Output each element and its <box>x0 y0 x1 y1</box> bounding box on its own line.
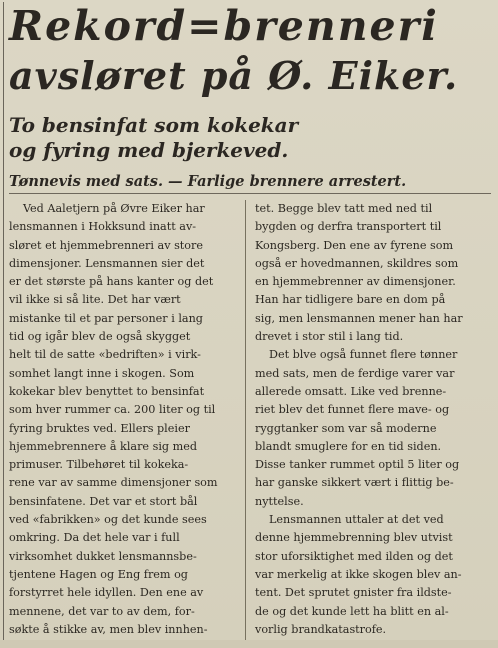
text-line: Han har tidligere bare en dom på <box>255 293 446 307</box>
text-line: med sats, men de ferdige varer var <box>255 366 455 380</box>
text-line: primuser. Tilbehøret til kokeka- <box>9 458 189 472</box>
subheadline-line-1: To bensinfat som kokekar <box>9 113 299 137</box>
text-line: Ved Aaletjern på Øvre Eiker har <box>23 202 205 215</box>
text-line: var merkelig at ikke skogen blev an- <box>255 567 462 581</box>
text-line: denne hjemmebrenning blev utvist <box>255 531 453 545</box>
text-line: en hjemmebrenner av dimensjoner. <box>255 275 456 289</box>
text-line: også er hovedmannen, skildres som <box>255 256 459 270</box>
text-line: mistanke til et par personer i lang <box>9 311 203 325</box>
headline-line-2: avsløret på Ø. Eiker. <box>9 53 459 98</box>
text-line: er det største på hans kanter og det <box>9 275 214 289</box>
text-line: omkring. Da det hele var i full <box>9 531 180 545</box>
text-line: Det blve også funnet flere tønner <box>269 348 458 362</box>
text-line: nyttelse. <box>255 494 304 508</box>
headline-line-1: Rekord=brenneri <box>9 2 439 50</box>
text-line: kokekar blev benyttet to bensinfat <box>9 384 205 398</box>
left-margin-rule <box>3 2 4 642</box>
text-line: som hver rummer ca. 200 liter og til <box>9 403 216 417</box>
text-line: virksomhet dukket lensmannsbe- <box>9 549 197 563</box>
article-column-right <box>255 200 491 639</box>
text-line: vorlig brandkatastrofe. <box>255 622 387 636</box>
column-divider <box>245 200 246 640</box>
text-line: ved «fabrikken» og det kunde sees <box>9 513 207 527</box>
text-line: vil ikke si så lite. Det har vært <box>9 293 181 307</box>
article-column-left <box>9 200 231 639</box>
text-line: Disse tanker rummet optil 5 liter og <box>255 458 460 472</box>
text-line: dimensjoner. Lensmannen sier det <box>9 256 205 270</box>
text-line: hjemmebrennere å klare sig med <box>9 439 198 453</box>
text-line: tid og igår blev de også skygget <box>9 330 191 344</box>
header-divider <box>9 193 491 194</box>
text-line: helt til de satte «bedriften» i virk- <box>9 348 201 362</box>
text-line: sløret et hjemmebrenneri av store <box>9 238 204 252</box>
text-line: lensmannen i Hokksund inatt av- <box>9 220 197 234</box>
text-line: fyring bruktes ved. Ellers pleier <box>9 421 190 435</box>
text-line: somhet langt inne i skogen. Som <box>9 366 195 380</box>
text-line: drevet i stor stil i lang tid. <box>255 330 404 344</box>
text-line: bygden og derfra transportert til <box>255 220 442 234</box>
text-line: mennene, det var to av dem, for- <box>9 604 195 618</box>
text-line: forstyrret hele idyllen. Den ene av <box>9 586 204 600</box>
text-line: riet blev det funnet flere mave- og <box>255 403 450 417</box>
subheadline-line-2: og fyring med bjerkeved. <box>9 138 289 162</box>
text-line: blandt smuglere for en tid siden. <box>255 439 442 453</box>
text-line: de og det kunde lett ha blitt en al- <box>255 604 449 618</box>
text-line: tjentene Hagen og Eng frem og <box>9 567 188 581</box>
text-line: rene var av samme dimensjoner som <box>9 476 218 490</box>
kicker-line: Tønnevis med sats. — Farlige brennere arrestert. <box>9 173 407 190</box>
text-line: ryggtanker som var så moderne <box>255 421 437 435</box>
text-line: stor uforsiktighet med ilden og det <box>255 549 453 563</box>
text-line: Lensmannen uttaler at det ved <box>269 513 444 527</box>
text-line: sig, men lensmannen mener han har <box>255 311 463 325</box>
text-line: tet. Begge blev tatt med ned til <box>255 202 433 215</box>
text-line: Kongsberg. Den ene av fyrene som <box>255 238 454 252</box>
text-line: søkte å stikke av, men blev innhen- <box>9 622 208 636</box>
page-bottom-edge <box>0 640 498 648</box>
text-line: allerede omsatt. Like ved brenne- <box>255 384 447 398</box>
text-line: bensinfatene. Det var et stort bål <box>9 494 198 508</box>
text-line: har ganske sikkert vært i flittig be- <box>255 476 454 490</box>
text-line: tent. Det sprutet gnister fra ildste- <box>255 586 452 600</box>
